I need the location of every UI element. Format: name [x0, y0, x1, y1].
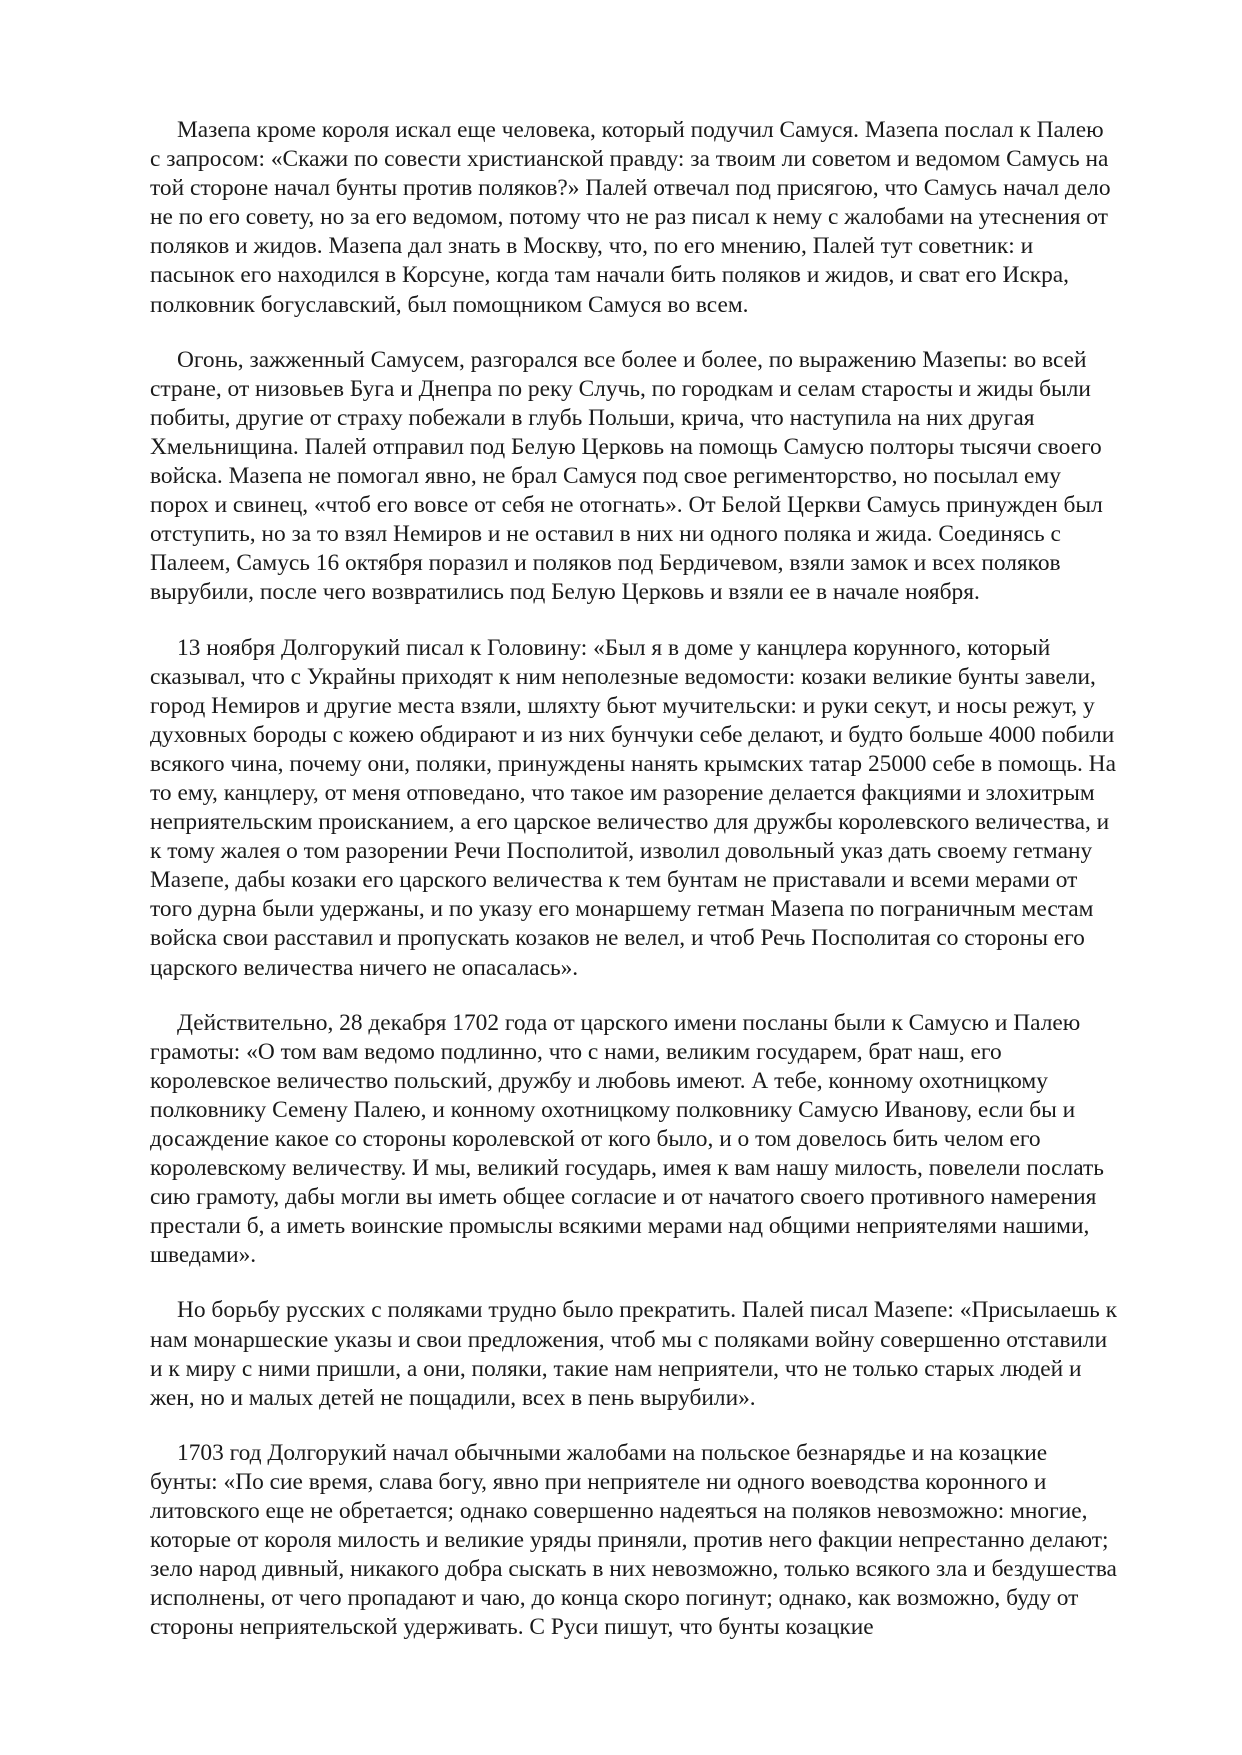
document-body	[150, 116, 1118, 1643]
paragraph-4: Действительно, 28 декабря 1702 года от царского имени посланы были к Самусю и Палею грамоты: «О том вам ведомо подлинно, что с нами, великим государем, брат наш, его королевское величество польский, дружбу и любовь имеют. А тебе, конному охотницкому полковнику Семену Палею, и конному охотницкому полковнику Самусю Иванову, если бы и досаждение какое со стороны королевской от кого было, и о том довелось бить челом его королевскому величеству. И мы, великий государь, имея к вам нашу милость, повелели послать сию грамоту, дабы могли вы иметь общее согласие и от начатого своего противного намерения престали б, а иметь воинские промыслы всякими мерами над общими неприятелями нашими, шведами».	[150, 1009, 1104, 1269]
paragraph-3: 13 ноября Долгорукий писал к Головину: «Был я в доме у канцлера корунного, который сказывал, что с Украйны приходят к ним неполезные ведомости: козаки великие бунты завели, город Немиров и другие места взяли, шляхту бьют мучительски: и руки секут, и носы режут, у духовных бороды с кожею обдирают и из них бунчуки себе делают, и будто больше 4000 побили всякого чина, почему они, поляки, принуждены нанять крымских татар 25000 себе в помощь. На то ему, канцлеру, от меня отповедано, что такое им разорение делается факциями и злохитрым неприятельским происканием, а его царское величество для дружбы королевского величества, и к тому жалея о том разорении Речи Посполитой, изволил довольный указ дать своему гетману Мазепе, дабы козаки его царского величества к тем бунтам не приставали и всеми мерами от того дурна были удержаны, и по указу его монаршему гетман Мазепа по пограничным местам войска свои расставил и пропускать козаков не велел, и чтоб Речь Посполитая со стороны его царского величества ничего не опасалась».	[150, 634, 1116, 981]
paragraph-6: 1703 год Долгорукий начал обычными жалобами на польское безнарядье и на козацкие бунты: «По сие время, слава богу, явно при неприятеле ни одного воеводства коронного и литовского еще не обретается; однако совершенно надеяться на поляков невозможно: многие, которые от короля милость и великие уряды приняли, против него факции непрестанно делают; зело народ дивный, никакого добра сыскать в них невозможно, только всякого зла и бездушества исполнены, от чего пропадают и чаю, до конца скоро погинут; однако, как возможно, буду от стороны неприятельской удерживать. С Руси пишут, что бунты козацкие	[150, 1439, 1117, 1641]
paragraph-1: Мазепа кроме короля искал еще человека, который подучил Самуся. Мазепа послал к Палею с запросом: «Скажи по совести христианской правду: за твоим ли советом и ведомом Самусь на той стороне начал бунты против поляков?» Палей отвечал под присягою, что Самусь начал дело не по его совету, но за его ведомом, потому что не раз писал к нему с жалобами на утеснения от поляков и жидов. Мазепа дал знать в Москву, что, по его мнению, Палей тут советник: и пасынок его находился в Корсуне, когда там начали бить поляков и жидов, и сват его Искра, полковник богуславский, был помощником Самуся во всем.	[150, 117, 1111, 318]
paragraph-2: Огонь, зажженный Самусем, разгорался все более и более, по выражению Мазепы: во всей стране, от низовьев Буга и Днепра по реку Случь, по городкам и селам старосты и жиды были побиты, другие от страху побежали в глубь Польши, крича, что наступила на них другая Хмельнищина. Палей отправил под Белую Церковь на помощь Самусю полторы тысячи своего войска. Мазепа не помогал явно, не брал Самуся под свое регименторство, но посылал ему порох и свинец, «чтоб его вовсе от себя не отогнать». От Белой Церкви Самусь принужден был отступить, но за то взял Немиров и не оставил в них ни одного поляка и жида. Соединясь с Палеем, Самусь 16 октября поразил и поляков под Бердичевом, взяли замок и всех поляков вырубили, после чего возвратились под Белую Церковь и взяли ее в начале ноября.	[150, 346, 1103, 606]
paragraph-5: Но борьбу русских с поляками трудно было прекратить. Палей писал Мазепе: «Присылаешь к нам монаршеские указы и свои предложения, чтоб мы с поляками войну совершенно отставили и к миру с ними пришли, а они, поляки, такие нам неприятели, что не только старых людей и жен, но и малых детей не пощадили, всех в пень вырубили».	[150, 1297, 1117, 1411]
